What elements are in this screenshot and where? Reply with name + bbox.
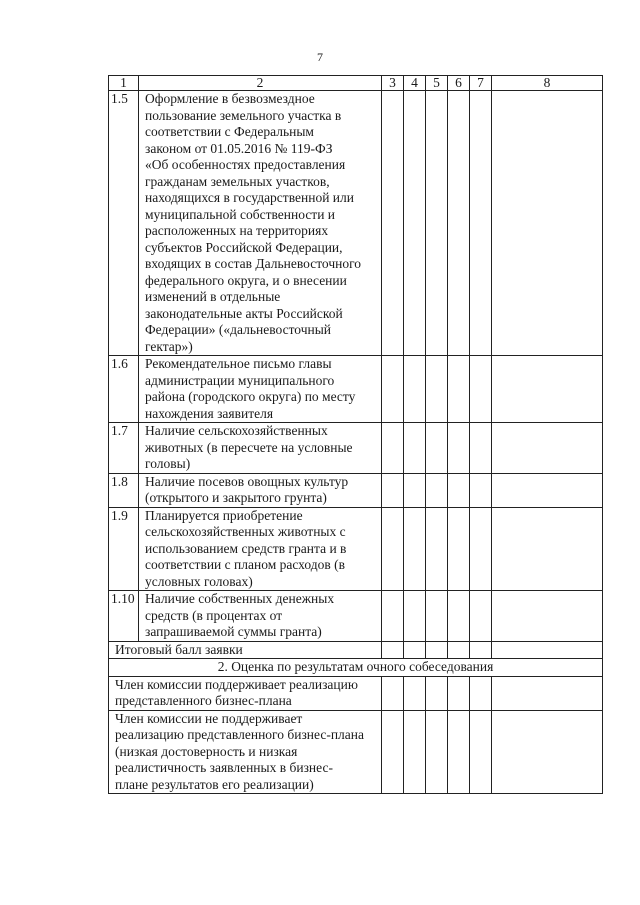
cell-text-line: головы) (145, 456, 191, 471)
cell-text-line: Федерации» («дальневосточный (145, 322, 332, 337)
cell-text-line: «Об особенностях предоставления (145, 157, 346, 172)
cell-text-line: Рекомендательное письмо главы (145, 356, 332, 371)
score-cell (470, 710, 492, 794)
score-cell (382, 641, 404, 659)
criterion-number: 1.8 (109, 473, 139, 507)
cell-text-line: условных головах) (145, 573, 253, 589)
table-row (109, 423, 603, 474)
criteria-rows (109, 91, 603, 642)
score-cell (492, 641, 603, 659)
score-cell (448, 473, 470, 507)
cell-text-line: животных (в пересчете на условные (145, 439, 353, 455)
column-header: 1 (109, 76, 139, 91)
score-cell (404, 91, 426, 356)
cell-text-line: нахождения заявителя (145, 405, 274, 421)
column-header: 7 (470, 76, 492, 91)
score-cell (448, 676, 470, 710)
score-cell (382, 507, 404, 591)
score-cell (492, 356, 603, 423)
table-row (109, 591, 603, 642)
score-cell (404, 356, 426, 423)
score-cell (470, 641, 492, 659)
criterion-number: 1.5 (109, 91, 139, 356)
score-cell (470, 591, 492, 642)
cell-text-line: Наличие сельскохозяйственных (145, 423, 328, 438)
score-cell (492, 473, 603, 507)
criterion-number: 1.9 (109, 507, 139, 591)
score-cell (404, 676, 426, 710)
cell-text-line: сельскохозяйственных животных с (145, 524, 346, 539)
score-cell (492, 676, 603, 710)
table-header-row (109, 76, 603, 91)
score-cell (426, 423, 448, 474)
cell-text-line: расположенных на территориях (145, 223, 329, 238)
score-cell (492, 91, 603, 356)
score-cell (426, 91, 448, 356)
cell-text-line: соответствии с планом расходов (в (145, 557, 346, 572)
score-cell (404, 591, 426, 642)
cell-text-line: субъектов Российской Федерации, (145, 239, 343, 255)
score-cell (426, 641, 448, 659)
score-cell (426, 507, 448, 591)
cell-text-line: соответствии с Федеральным (145, 124, 314, 139)
cell-text-line: плане результатов его реализации) (115, 776, 314, 792)
cell-text-line: (низкая достоверность и низкая (115, 743, 298, 759)
column-header: 2 (139, 76, 382, 91)
score-cell (470, 473, 492, 507)
cell-text-line: пользование земельного участка в (145, 107, 342, 123)
column-header: 5 (426, 76, 448, 91)
score-cell (382, 676, 404, 710)
score-cell (382, 473, 404, 507)
table-row (109, 473, 603, 507)
score-cell (448, 641, 470, 659)
score-cell (404, 423, 426, 474)
column-header: 3 (382, 76, 404, 91)
cell-text-line: средств (в процентах от (145, 607, 283, 623)
cell-text-line: реализацию представленного бизнес-плана (115, 727, 365, 742)
criterion-description (139, 91, 382, 356)
total-row (109, 641, 603, 659)
score-cell (470, 676, 492, 710)
cell-text-line: гражданам земельных участков, (145, 173, 330, 189)
score-cell (382, 591, 404, 642)
score-cell (404, 710, 426, 794)
criterion-description (139, 423, 382, 474)
score-cell (426, 473, 448, 507)
criteria-table (108, 75, 603, 794)
total-label: Итоговый балл заявки (109, 641, 382, 659)
score-cell (448, 507, 470, 591)
interview-opinion (109, 710, 382, 794)
cell-text-line: Член комиссии поддерживает реализацию (115, 676, 358, 692)
score-cell (470, 91, 492, 356)
score-cell (448, 710, 470, 794)
cell-text-line: запрашиваемой суммы гранта) (145, 624, 322, 639)
interview-opinion (109, 676, 382, 710)
criterion-description (139, 591, 382, 642)
column-header: 8 (492, 76, 603, 91)
section-2-header-row (109, 659, 603, 677)
score-cell (382, 356, 404, 423)
section-2-title: 2. Оценка по результатам очного собеседования (109, 659, 603, 677)
section-2-rows (109, 676, 603, 794)
score-cell (448, 591, 470, 642)
cell-text-line: реалистичность заявленных в бизнес- (115, 760, 333, 775)
score-cell (426, 710, 448, 794)
cell-text-line: законом от 01.05.2016 № 119-ФЗ (145, 140, 333, 156)
cell-text-line: представленного бизнес-плана (115, 693, 292, 708)
cell-text-line: законодательные акты Российской (145, 305, 343, 321)
score-cell (426, 676, 448, 710)
score-cell (470, 423, 492, 474)
score-cell (426, 591, 448, 642)
table-row (109, 507, 603, 591)
score-cell (404, 507, 426, 591)
cell-text-line: использованием средств гранта и в (145, 540, 347, 556)
score-cell (426, 356, 448, 423)
cell-text-line: района (городского округа) по месту (145, 389, 356, 404)
score-cell (448, 91, 470, 356)
criterion-description (139, 473, 382, 507)
criterion-number: 1.10 (109, 591, 139, 642)
cell-text-line: входящих в состав Дальневосточного (145, 256, 362, 271)
table-row (109, 676, 603, 710)
score-cell (492, 507, 603, 591)
score-cell (470, 356, 492, 423)
cell-text-line: Оформление в безвозмездное (145, 91, 315, 106)
column-header: 4 (404, 76, 426, 91)
score-cell (382, 710, 404, 794)
table-row (109, 356, 603, 423)
score-cell (382, 91, 404, 356)
cell-text-line: Планируется приобретение (145, 507, 303, 523)
score-cell (470, 507, 492, 591)
cell-text-line: администрации муниципального (145, 372, 335, 388)
criterion-description (139, 507, 382, 591)
criterion-number: 1.7 (109, 423, 139, 474)
cell-text-line: (открытого и закрытого грунта) (145, 490, 327, 505)
cell-text-line: находящихся в государственной или (145, 190, 354, 205)
score-cell (448, 423, 470, 474)
criterion-description (139, 356, 382, 423)
cell-text-line: муниципальной собственности и (145, 206, 336, 222)
table-row (109, 710, 603, 794)
table-row (109, 91, 603, 356)
cell-text-line: изменений в отдельные (145, 289, 281, 304)
cell-text-line: Наличие посевов овощных культур (145, 473, 349, 489)
criterion-number: 1.6 (109, 356, 139, 423)
cell-text-line: Наличие собственных денежных (145, 591, 335, 606)
page-number: 7 (317, 50, 323, 64)
column-header: 6 (448, 76, 470, 91)
score-cell (404, 473, 426, 507)
score-cell (492, 710, 603, 794)
score-cell (404, 641, 426, 659)
score-cell (492, 423, 603, 474)
score-cell (448, 356, 470, 423)
cell-text-line: федерального округа, и о внесении (145, 272, 347, 288)
score-cell (492, 591, 603, 642)
cell-text-line: Член комиссии не поддерживает (115, 710, 303, 726)
cell-text-line: гектар») (145, 338, 193, 354)
score-cell (382, 423, 404, 474)
